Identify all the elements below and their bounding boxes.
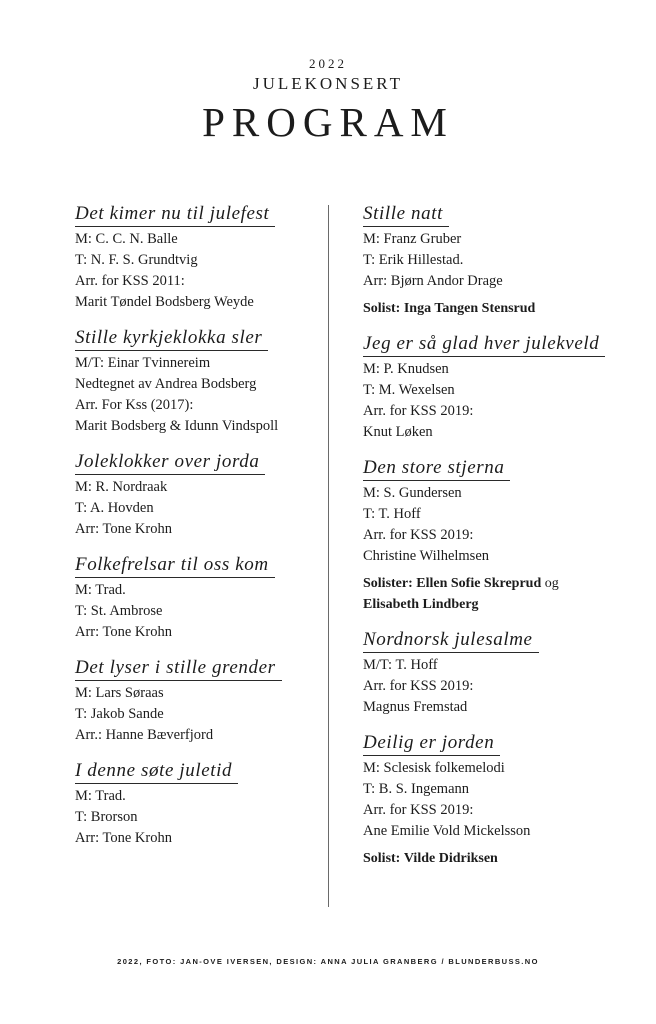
footer-credits: 2022, FOTO: JAN-OVE IVERSEN, DESIGN: ANNA JULIA GRANBERG / BLUNDERBUSS.NO [117, 957, 539, 966]
credit-line: M: Trad. [75, 788, 126, 804]
credit-line: T: B. S. Ingemann [363, 781, 470, 797]
credit-line: Christine Wilhelmsen [363, 548, 490, 564]
credit-line: M: R. Nordraak [75, 479, 168, 495]
right-column [363, 203, 633, 883]
credit-line: Arr. for KSS 2019: [363, 802, 474, 818]
song [363, 457, 633, 615]
soloist-conjunction: og [544, 576, 559, 591]
credit-line: M: S. Gundersen [363, 485, 462, 501]
credit-line: Nedtegnet av Andrea Bodsberg [75, 376, 257, 392]
song-title: Jeg er så glad hver julekveld [363, 333, 605, 357]
song [75, 554, 315, 643]
song-title: Det kimer nu til julefest [75, 203, 275, 227]
song [75, 657, 315, 746]
credit-line: Arr.: Hanne Bæverfjord [75, 727, 214, 743]
credit-line: M/T: T. Hoff [363, 657, 438, 673]
song-title: Stille kyrkjeklokka sler [75, 327, 268, 351]
credit-line: Arr: Tone Krohn [75, 521, 172, 537]
credit-line: T: M. Wexelsen [363, 382, 455, 398]
song-title: Nordnorsk julesalme [363, 629, 539, 653]
song-title: Deilig er jorden [363, 732, 500, 756]
song [75, 327, 315, 437]
credit-line: T: A. Hovden [75, 500, 154, 516]
song-title: Den store stjerna [363, 457, 510, 481]
credit-line: M/T: Einar Tvinnereim [75, 355, 211, 371]
credit-line: M: Lars Søraas [75, 685, 164, 701]
soloist-name: Vilde Didriksen [403, 851, 498, 866]
soloist [363, 573, 633, 615]
credit-line: M: C. C. N. Balle [75, 231, 178, 247]
subtitle: JULEKONSERT [252, 74, 404, 93]
credit-line: Arr. for KSS 2019: [363, 527, 474, 543]
credit-line: T: Brorson [75, 809, 138, 825]
song [363, 629, 633, 718]
credit-line: M: Trad. [75, 582, 126, 598]
credit-line: Arr. for KSS 2019: [363, 403, 474, 419]
credit-line: T: Erik Hillestad. [363, 252, 464, 268]
credit-line: Arr. for KSS 2011: [75, 273, 185, 289]
song [75, 203, 315, 313]
column-divider [328, 205, 329, 907]
credit-line: M: P. Knudsen [363, 361, 449, 377]
credit-line: Arr. For Kss (2017): [75, 397, 194, 413]
soloist [363, 848, 633, 869]
song-title: Folkefrelsar til oss kom [75, 554, 275, 578]
credit-line: Marit Bodsberg & Idunn Vindspoll [75, 418, 279, 434]
song-title: Joleklokker over jorda [75, 451, 265, 475]
soloist-label: Solister: [363, 576, 413, 591]
song-title: Det lyser i stille grender [75, 657, 282, 681]
song-title: I denne søte juletid [75, 760, 238, 784]
credit-line: M: Sclesisk folkemelodi [363, 760, 505, 776]
credit-line: T: Jakob Sande [75, 706, 164, 722]
credit-line: Arr: Tone Krohn [75, 624, 172, 640]
credit-line: Arr: Tone Krohn [75, 830, 172, 846]
credit-line: Ane Emilie Vold Mickelsson [363, 823, 531, 839]
soloist-label: Solist: [363, 851, 401, 866]
credit-line: T: N. F. S. Grundtvig [75, 252, 198, 268]
credit-line: T: St. Ambrose [75, 603, 163, 619]
song [75, 760, 315, 849]
song [75, 451, 315, 540]
left-column [75, 203, 315, 863]
soloist-label: Solist: [363, 301, 401, 316]
year: 2022 [309, 56, 347, 71]
soloist [363, 298, 633, 319]
soloist-name: Ellen Sofie Skreprud [416, 576, 542, 591]
credit-line: Arr. for KSS 2019: [363, 678, 474, 694]
song [363, 333, 633, 443]
credit-line: Arr: Bjørn Andor Drage [363, 273, 503, 289]
page-title: PROGRAM [202, 99, 454, 145]
song [363, 203, 633, 319]
credit-line: T: T. Hoff [363, 506, 421, 522]
song-title: Stille natt [363, 203, 449, 227]
credit-line: Magnus Fremstad [363, 699, 468, 715]
credit-line: M: Franz Gruber [363, 231, 462, 247]
soloist-name: Inga Tangen Stensrud [403, 301, 536, 316]
soloist-name: Elisabeth Lindberg [363, 597, 479, 612]
credit-line: Marit Tøndel Bodsberg Weyde [75, 294, 254, 310]
credit-line: Knut Løken [363, 424, 433, 440]
song [363, 732, 633, 869]
